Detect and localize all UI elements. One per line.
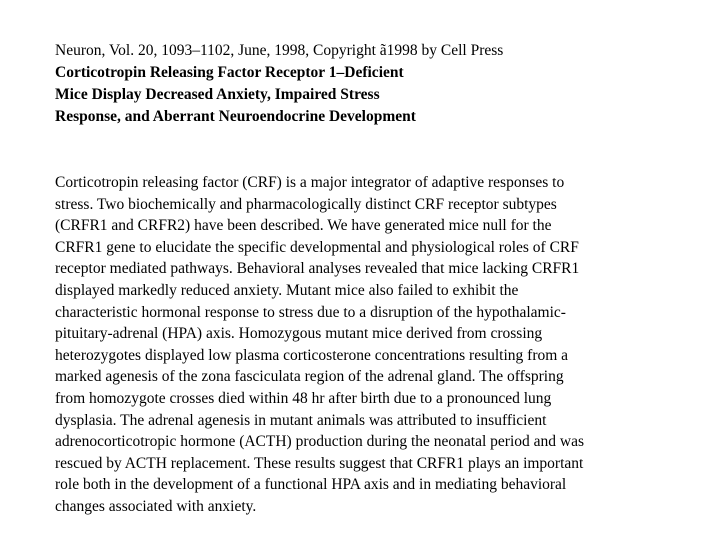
abstract-line: CRFR1 gene to elucidate the specific developmental and physiological roles of CRF [55, 238, 579, 256]
abstract-line: characteristic hormonal response to stress due to a disruption of the hypothalamic- [55, 303, 566, 321]
abstract-line: adrenocorticotropic hormone (ACTH) production during the neonatal period and was [55, 433, 584, 451]
abstract-line: heterozygotes displayed low plasma corticosterone concentrations resulting from a [55, 346, 569, 364]
abstract-line: Corticotropin releasing factor (CRF) is a major integrator of adaptive responses to [55, 174, 565, 191]
abstract-line: stress. Two biochemically and pharmacologically distinct CRF receptor subtypes [55, 195, 557, 213]
abstract-line: from homozygote crosses died within 48 hr after birth due to a pronounced lung [55, 389, 552, 407]
title-line: Response, and Aberrant Neuroendocrine Development [55, 108, 416, 125]
abstract-paragraph [55, 172, 685, 518]
abstract-line: changes associated with anxiety. [55, 497, 257, 515]
abstract-line: (CRFR1 and CRFR2) have been described. We have generated mice null for the [55, 217, 552, 235]
document-page [55, 40, 685, 518]
journal-citation: Neuron, Vol. 20, 1093–1102, June, 1998, Copyright ã1998 by Cell Press [55, 42, 504, 59]
abstract-line: marked agenesis of the zona fasciculata region of the adrenal gland. The offspring [55, 368, 564, 386]
title-line: Mice Display Decreased Anxiety, Impaired Stress [55, 86, 380, 103]
title-line: Corticotropin Releasing Factor Receptor 1–Deficient [55, 64, 404, 81]
abstract-line: role both in the development of a functional HPA axis and in mediating behavioral [55, 476, 567, 494]
abstract-line: receptor mediated pathways. Behavioral analyses revealed that mice lacking CRFR1 [55, 260, 580, 278]
article-title [55, 62, 685, 128]
abstract-line: rescued by ACTH replacement. These results suggest that CRFR1 plays an important [55, 454, 584, 472]
abstract-line: pituitary-adrenal (HPA) axis. Homozygous mutant mice derived from crossing [55, 325, 543, 343]
abstract-line: displayed markedly reduced anxiety. Mutant mice also failed to exhibit the [55, 281, 519, 299]
abstract-line: dysplasia. The adrenal agenesis in mutant animals was attributed to insufficient [55, 411, 547, 429]
